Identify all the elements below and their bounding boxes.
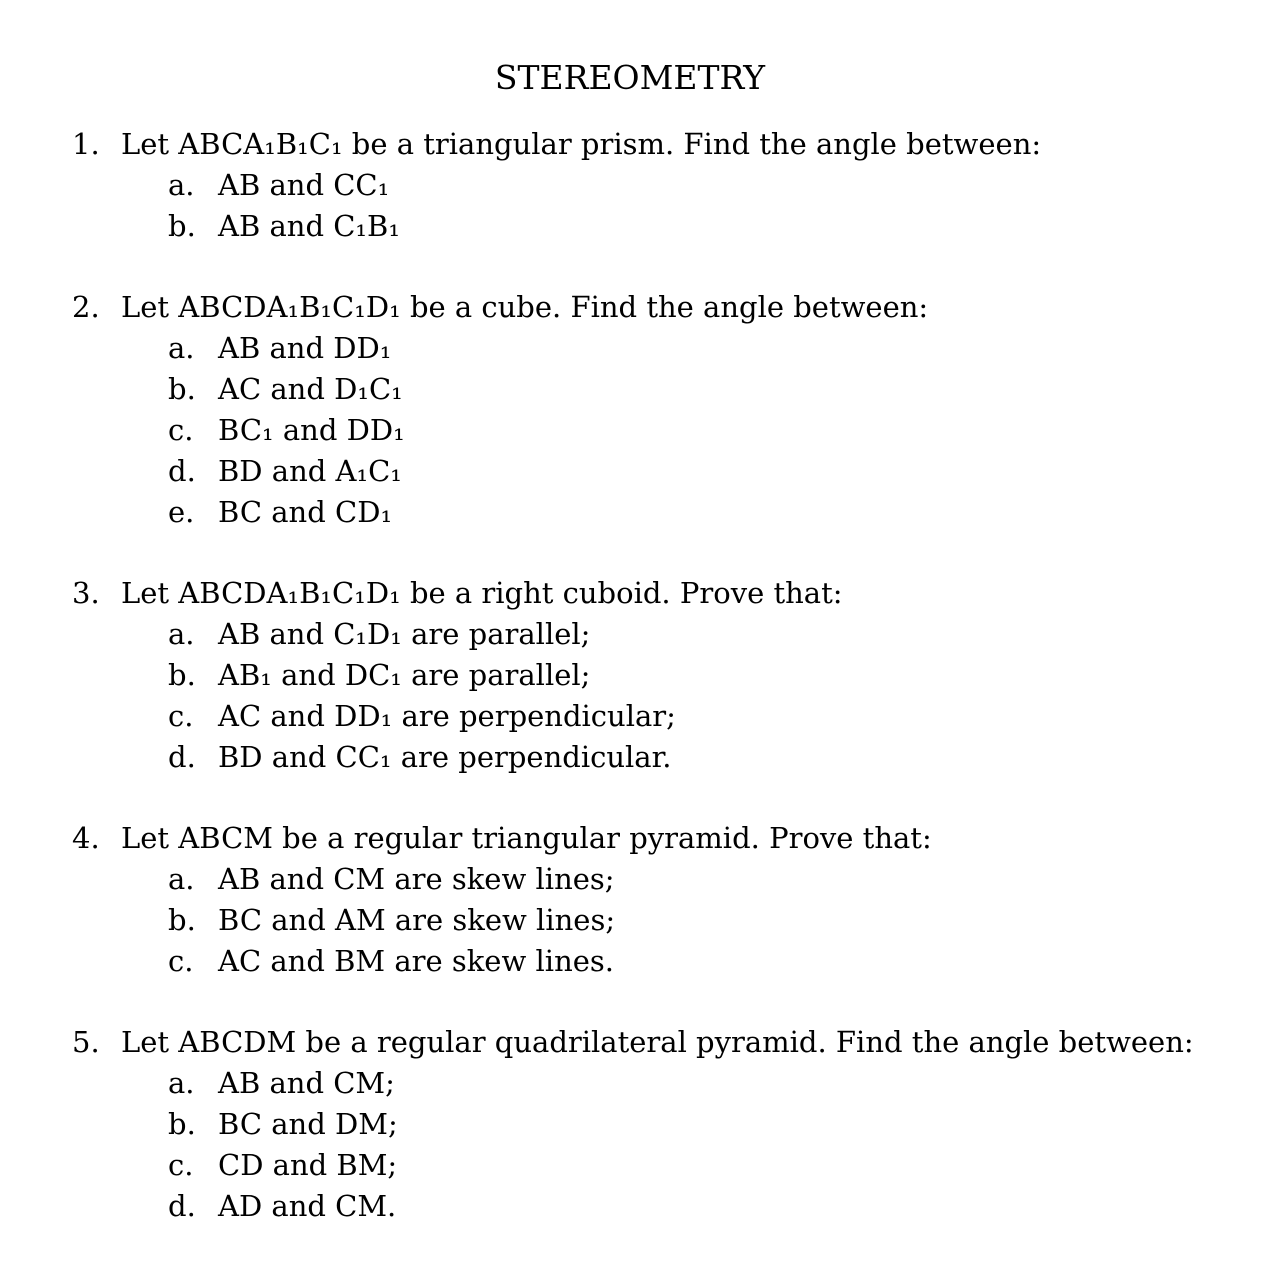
list-item — [0, 369, 1260, 410]
list-item — [0, 655, 1260, 696]
list-item — [0, 206, 1260, 247]
problem-1 — [0, 124, 1260, 247]
list-item — [0, 1145, 1260, 1186]
item-letter: a. — [168, 862, 195, 896]
item-letter: d. — [168, 454, 196, 488]
problem-number: 5. — [72, 1025, 100, 1059]
list-item — [0, 165, 1260, 206]
problem-4 — [0, 818, 1260, 982]
problem-number: 2. — [72, 290, 100, 324]
item-text: AB and CM; — [218, 1066, 395, 1100]
item-text: AC and D₁C₁ — [218, 372, 403, 406]
item-text: AC and DD₁ are perpendicular; — [218, 699, 676, 733]
item-letter: a. — [168, 331, 195, 365]
item-text: AB and CC₁ — [218, 168, 390, 202]
item-text: BC and CD₁ — [218, 495, 393, 529]
item-letter: c. — [168, 699, 194, 733]
item-letter: a. — [168, 1066, 195, 1100]
list-item — [0, 451, 1260, 492]
problem-statement — [0, 818, 1260, 859]
item-text: AC and BM are skew lines. — [218, 944, 615, 978]
problem-3 — [0, 573, 1260, 778]
item-letter: b. — [168, 903, 196, 937]
problem-statement — [0, 573, 1260, 614]
problem-text: Let ABCDM be a regular quadrilateral pyramid. Find the angle between: — [121, 1025, 1194, 1059]
item-text: AB and CM are skew lines; — [218, 862, 615, 896]
item-text: AB and C₁D₁ are parallel; — [218, 617, 591, 651]
item-text: AD and CM. — [218, 1189, 397, 1223]
problem-statement — [0, 124, 1260, 165]
problem-text: Let ABCDA₁B₁C₁D₁ be a cube. Find the angle between: — [121, 290, 929, 324]
problem-text: Let ABCA₁B₁C₁ be a triangular prism. Find the angle between: — [121, 127, 1042, 161]
item-letter: b. — [168, 658, 196, 692]
list-item — [0, 737, 1260, 778]
problem-number: 1. — [72, 127, 100, 161]
item-text: BC and DM; — [218, 1107, 398, 1141]
item-letter: a. — [168, 168, 195, 202]
page-title: STEREOMETRY — [494, 58, 766, 97]
problem-statement — [0, 1022, 1260, 1063]
list-item — [0, 859, 1260, 900]
item-letter: a. — [168, 617, 195, 651]
list-item — [0, 696, 1260, 737]
problem-text: Let ABCM be a regular triangular pyramid. Prove that: — [121, 821, 932, 855]
list-item — [0, 1186, 1260, 1227]
problem-2 — [0, 287, 1260, 533]
item-letter: d. — [168, 740, 196, 774]
problem-number: 3. — [72, 576, 100, 610]
item-text: AB and DD₁ — [218, 331, 392, 365]
list-item — [0, 900, 1260, 941]
list-item — [0, 941, 1260, 982]
list-item — [0, 492, 1260, 533]
item-letter: b. — [168, 209, 196, 243]
item-text: AB₁ and DC₁ are parallel; — [218, 658, 591, 692]
item-letter: b. — [168, 1107, 196, 1141]
item-text: BC₁ and DD₁ — [218, 413, 405, 447]
item-text: BC and AM are skew lines; — [218, 903, 616, 937]
list-item — [0, 1063, 1260, 1104]
item-letter: d. — [168, 1189, 196, 1223]
item-text: BD and A₁C₁ — [218, 454, 402, 488]
item-letter: e. — [168, 495, 195, 529]
problem-statement — [0, 287, 1260, 328]
item-letter: c. — [168, 944, 194, 978]
item-text: AB and C₁B₁ — [218, 209, 400, 243]
list-item — [0, 1104, 1260, 1145]
list-item — [0, 614, 1260, 655]
item-letter: c. — [168, 413, 194, 447]
list-item — [0, 328, 1260, 369]
problem-number: 4. — [72, 821, 100, 855]
item-letter: c. — [168, 1148, 194, 1182]
list-item — [0, 410, 1260, 451]
item-text: CD and BM; — [218, 1148, 398, 1182]
item-letter: b. — [168, 372, 196, 406]
problem-5 — [0, 1022, 1260, 1227]
item-text: BD and CC₁ are perpendicular. — [218, 740, 672, 774]
problem-text: Let ABCDA₁B₁C₁D₁ be a right cuboid. Prove that: — [121, 576, 843, 610]
